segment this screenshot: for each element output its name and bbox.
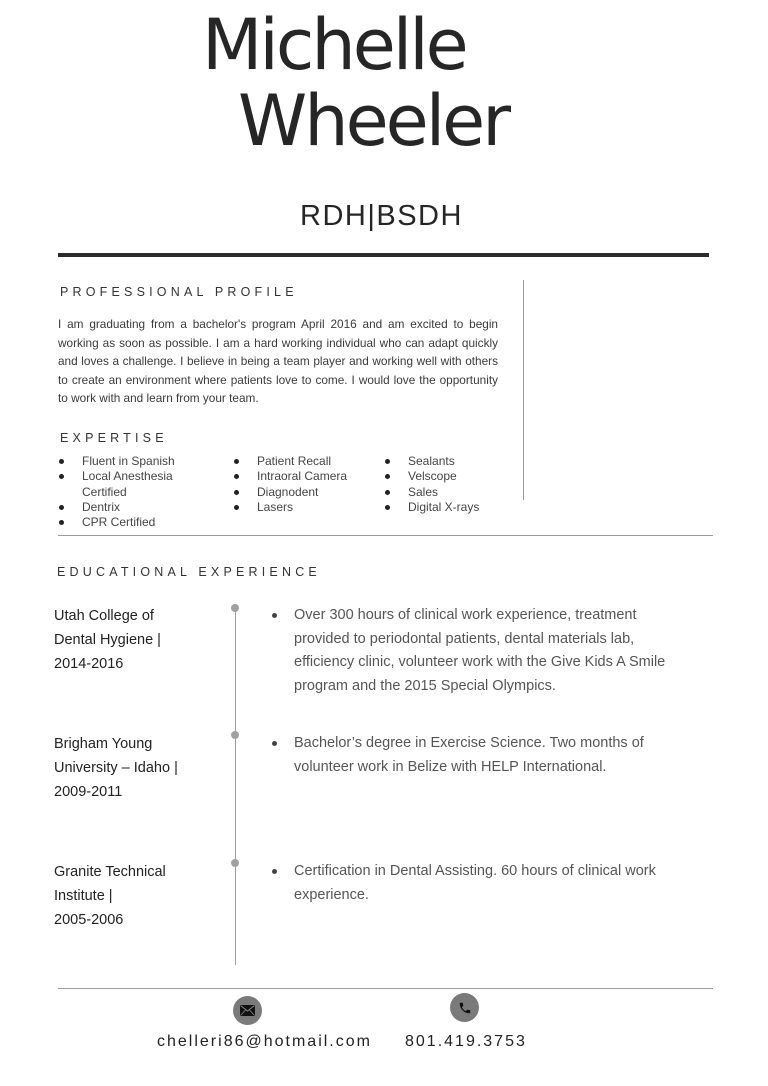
section-divider <box>58 535 713 536</box>
expertise-item: Fluent in Spanish <box>58 454 208 469</box>
header-divider <box>58 253 709 257</box>
school-entry <box>54 732 214 804</box>
profile-text: I am graduating from a bachelor's program April 2016 and am excited to begin working as soon as possible. I am a hard working individual who can adapt quickly and loves a challenge. I believe in being a team player and working well with others to create an environment where patients love to come. I would love the opportunity to work with and learn from your team. <box>58 317 498 405</box>
profile-heading: PROFESSIONAL PROFILE <box>60 285 298 299</box>
bullet-icon <box>272 869 277 874</box>
first-name: Michelle <box>202 4 466 86</box>
expertise-item: Sealants <box>384 454 524 469</box>
school-name-line1: Utah College of <box>54 608 154 624</box>
school-years: 2014-2016 <box>54 656 124 672</box>
email-link[interactable]: chelleri86@hotmail.com <box>157 1033 372 1050</box>
school-years: 2009-2011 <box>54 784 123 800</box>
expertise-item: Sales <box>384 485 524 500</box>
phone-number[interactable]: 801.419.3753 <box>405 1033 527 1050</box>
phone-icon <box>450 993 479 1022</box>
expertise-item: Velscope <box>384 469 524 484</box>
school-name-line1: Brigham Young <box>54 736 153 752</box>
timeline-dot <box>231 859 239 867</box>
bullet-icon <box>272 741 277 746</box>
expertise-column-1 <box>58 454 208 530</box>
education-description: Bachelor’s degree in Exercise Science. Two months of volunteer work in Belize with HELP International. <box>272 732 692 779</box>
education-description: Certification in Dental Assisting. 60 hours of clinical work experience. <box>272 860 692 907</box>
timeline-dot <box>231 604 239 612</box>
credentials: RDH|BSDH <box>300 200 463 232</box>
school-name-line2: University – Idaho | <box>54 760 178 776</box>
expertise-item: Intraoral Camera <box>233 469 383 484</box>
last-name: Wheeler <box>238 80 509 162</box>
expertise-column-2 <box>233 454 383 515</box>
footer-divider <box>58 988 713 989</box>
expertise-item: CPR Certified <box>58 515 208 530</box>
school-name-line2: Dental Hygiene | <box>54 632 161 648</box>
education-description: Over 300 hours of clinical work experience, treatment provided to periodontal patients, dental materials lab, efficiency clinic, volunteer work with the Give Kids A Smile program and the 2015 Special Olympics. <box>272 604 692 698</box>
school-entry <box>54 860 214 932</box>
school-name-line2: Institute | <box>54 888 113 904</box>
expertise-item: Diagnodent <box>233 485 383 500</box>
expertise-item: Digital X-rays <box>384 500 524 515</box>
envelope-icon <box>233 996 262 1025</box>
expertise-item: Local Anesthesia Certified <box>58 469 182 500</box>
expertise-column-3 <box>384 454 524 515</box>
school-name-line1: Granite Technical <box>54 864 166 880</box>
expertise-heading: EXPERTISE <box>60 431 168 445</box>
education-heading: EDUCATIONAL EXPERIENCE <box>57 565 321 579</box>
expertise-item: Dentrix <box>58 500 208 515</box>
education-timeline <box>235 607 236 965</box>
bullet-icon <box>272 613 277 618</box>
school-years: 2005-2006 <box>54 912 124 928</box>
school-entry <box>54 604 214 676</box>
expertise-item: Lasers <box>233 500 383 515</box>
expertise-item: Patient Recall <box>233 454 383 469</box>
timeline-dot <box>231 731 239 739</box>
